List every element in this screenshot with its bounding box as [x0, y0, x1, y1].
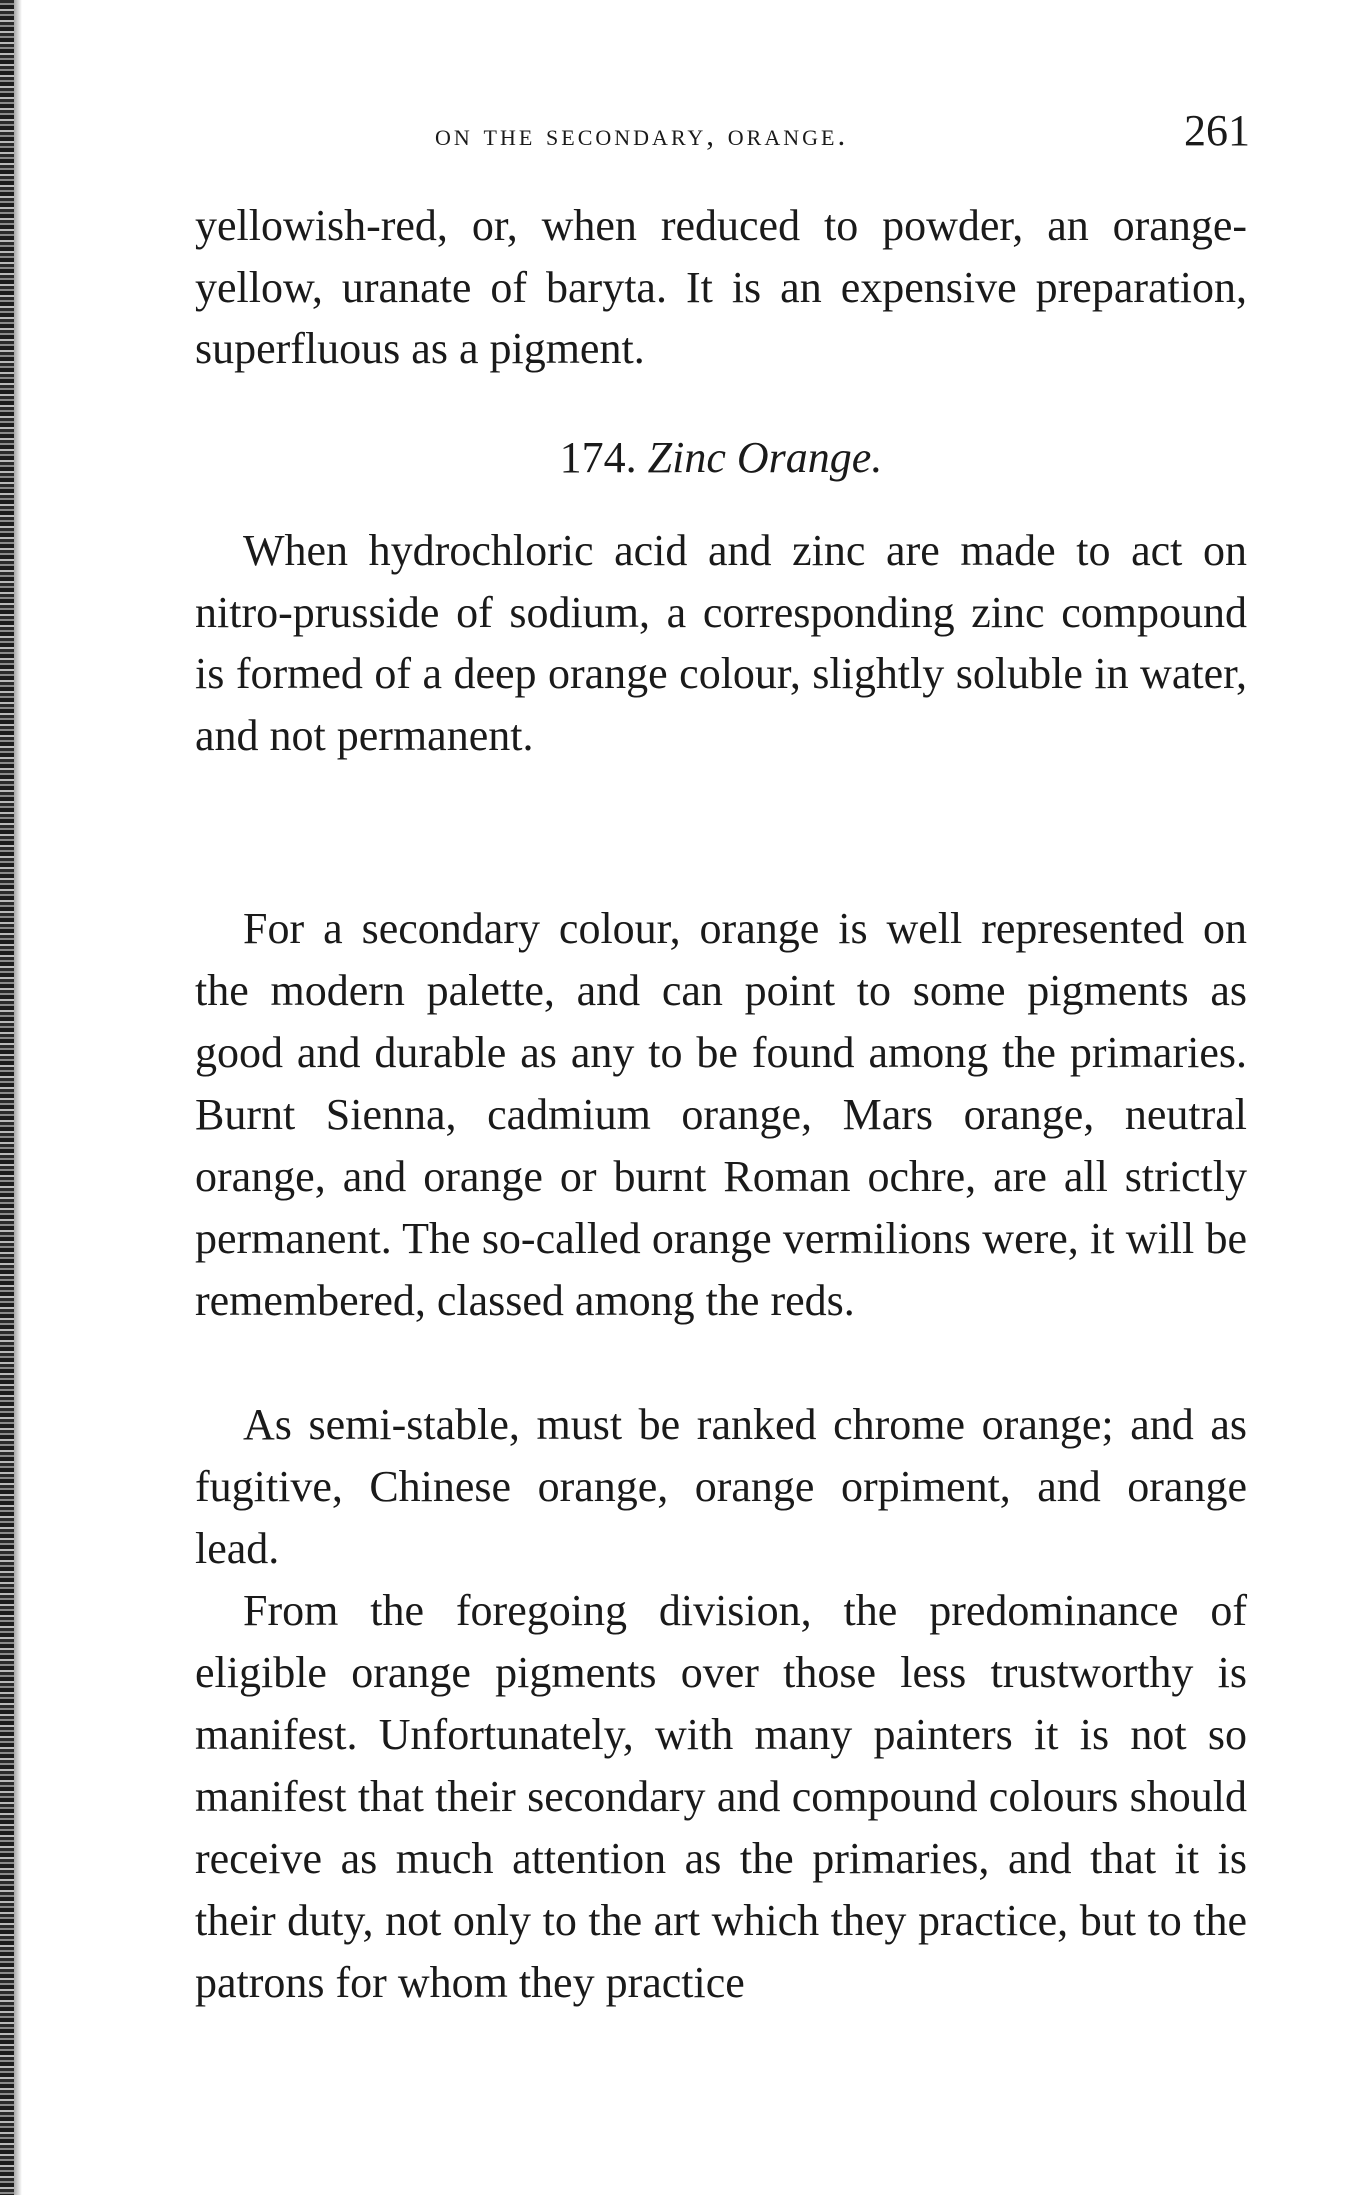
paragraph-secondary-colour [195, 898, 1247, 1332]
binding-shadow [14, 0, 22, 2195]
paragraph-text: From the foregoing division, the predominance of eligible orange pigments over those less trustworthy is manifest. Unfortunately, with many painters it is not so manifest that their secondary and compound colours should receive as much attention as the primaries, and that it is their duty, not only to the art which they practice, but to the patrons for whom they practice [195, 1586, 1247, 2007]
paragraph-foregoing-division [195, 1580, 1247, 2014]
paragraph-text: When hydrochloric acid and zinc are made to act on nitro-prusside of sodium, a corresponding zinc compound is formed of a deep orange colour, slightly soluble in water, and not permanent. [195, 526, 1247, 760]
page-header [190, 105, 1250, 175]
paragraph-text: As semi-stable, must be ranked chrome orange; and as fugitive, Chinese orange, orange orpiment, and orange lead. [195, 1400, 1247, 1573]
page-number: 261 [1184, 106, 1250, 155]
paragraph-continuation [195, 195, 1247, 380]
running-head: on the secondary, orange. [435, 117, 849, 152]
binding-edge [0, 0, 14, 2195]
section-heading [195, 432, 1247, 483]
paragraph-text: yellowish-red, or, when reduced to powder, an orange-yellow, uranate of baryta. It is an expensive preparation, superfluous as a pigment. [195, 201, 1247, 373]
paragraph-text: For a secondary colour, orange is well represented on the modern palette, and can point to some pigments as good and durable as any to be found among the primaries. Burnt Sienna, cadmium orange, Mars orange, neutral orange, and orange or burnt Roman ochre, are all strictly permanent. The so-called orange vermilions were, it will be remembered, classed among the reds. [195, 904, 1247, 1325]
paragraph-zinc-orange [195, 520, 1247, 766]
section-title: Zinc Orange. [647, 433, 883, 482]
paragraph-semi-stable [195, 1394, 1247, 1580]
section-number: 174. [559, 433, 637, 482]
